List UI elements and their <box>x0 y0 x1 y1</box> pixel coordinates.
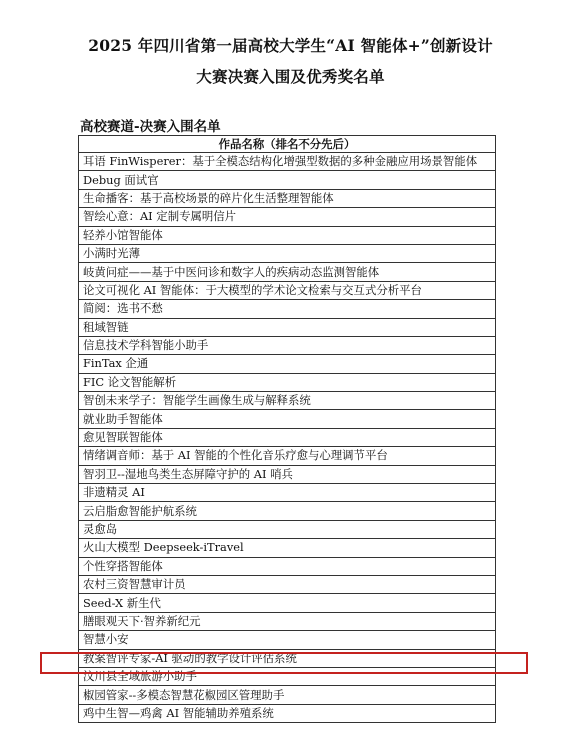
project-name-cell: 轻养小馆智能体 <box>79 226 496 244</box>
project-name-cell: 岐黄问症——基于中医问诊和数字人的疾病动态监测智能体 <box>79 263 496 281</box>
table-row <box>79 392 496 410</box>
table-row <box>79 153 496 171</box>
project-name-cell: 生命播客：基于高校场景的碎片化生活整理智能体 <box>79 189 496 207</box>
table-row <box>79 484 496 502</box>
project-name-cell: 教案智评专家-AI 驱动的教学设计评估系统 <box>79 649 496 667</box>
project-name-cell: 耳语 FinWisperer：基于全模态结构化增强型数据的多种金融应用场景智能体 <box>79 153 496 171</box>
table-row <box>79 520 496 538</box>
table-header-cell: 作品名称（排名不分先后） <box>79 136 496 153</box>
project-name-cell: 智绘心意：AI 定制专属明信片 <box>79 208 496 226</box>
table-row <box>79 373 496 391</box>
project-name-cell: 非遗精灵 AI <box>79 484 496 502</box>
finalist-table <box>78 135 496 723</box>
table-row <box>79 171 496 189</box>
table-row <box>79 300 496 318</box>
project-name-cell: 椒园管家--多模态智慧花椒园区管理助手 <box>79 686 496 704</box>
project-name-cell: 云启脂愈智能护航系统 <box>79 502 496 520</box>
project-name-cell: 智创未来学子：智能学生画像生成与解释系统 <box>79 392 496 410</box>
project-name-cell: 个性穿搭智能体 <box>79 557 496 575</box>
table-header-row <box>79 136 496 153</box>
table-row <box>79 244 496 262</box>
project-name-cell: FIC 论文智能解析 <box>79 373 496 391</box>
project-name-cell: 就业助手智能体 <box>79 410 496 428</box>
table-row <box>79 594 496 612</box>
project-name-cell: 简阅：选书不愁 <box>79 300 496 318</box>
project-name-cell: 愈见智联智能体 <box>79 428 496 446</box>
table-row <box>79 318 496 336</box>
table-row <box>79 575 496 593</box>
document-title-line-2: 大赛决赛入围及优秀奖名单 <box>196 67 385 86</box>
table-row <box>79 263 496 281</box>
project-name-cell: Debug 面试官 <box>79 171 496 189</box>
project-name-cell: 小满时光薄 <box>79 244 496 262</box>
table-row <box>79 428 496 446</box>
project-name-cell: 火山大模型 Deepseek-iTravel <box>79 539 496 557</box>
table-row <box>79 502 496 520</box>
table-row <box>79 631 496 649</box>
table-row <box>79 447 496 465</box>
table-row <box>79 667 496 685</box>
project-name-cell: 汶川县全域旅游小助手 <box>79 667 496 685</box>
project-name-cell: 鸡中生智—鸡禽 AI 智能辅助养殖系统 <box>79 704 496 722</box>
project-name-cell: 农村三资智慧审计员 <box>79 575 496 593</box>
table-row <box>79 281 496 299</box>
table-row <box>79 539 496 557</box>
document-title-line-1: 2025 年四川省第一届高校大学生“AI 智能体+”创新设计 <box>88 36 493 55</box>
table-row <box>79 226 496 244</box>
project-name-cell: 智羽卫--湿地鸟类生态屏障守护的 AI 哨兵 <box>79 465 496 483</box>
section-heading: 高校赛道-决赛入围名单 <box>80 119 221 135</box>
table-row <box>79 336 496 354</box>
project-name-cell: Seed-X 新生代 <box>79 594 496 612</box>
table-row <box>79 557 496 575</box>
project-name-cell: 情绪调音师：基于 AI 智能的个性化音乐疗愈与心理调节平台 <box>79 447 496 465</box>
table-row <box>79 686 496 704</box>
project-name-cell: FinTax 企通 <box>79 355 496 373</box>
table-row <box>79 410 496 428</box>
project-name-cell: 智慧小安 <box>79 631 496 649</box>
table-row <box>79 189 496 207</box>
table-row <box>79 704 496 722</box>
table-row <box>79 612 496 630</box>
table-row <box>79 355 496 373</box>
table-row <box>79 649 496 667</box>
project-name-cell: 信息技术学科智能小助手 <box>79 336 496 354</box>
table-row <box>79 208 496 226</box>
project-name-cell: 租域智链 <box>79 318 496 336</box>
project-name-cell: 灵愈岛 <box>79 520 496 538</box>
table-row <box>79 465 496 483</box>
project-name-cell: 论文可视化 AI 智能体：于大模型的学术论文检索与交互式分析平台 <box>79 281 496 299</box>
project-name-cell: 膳眼观天下·智养新纪元 <box>79 612 496 630</box>
